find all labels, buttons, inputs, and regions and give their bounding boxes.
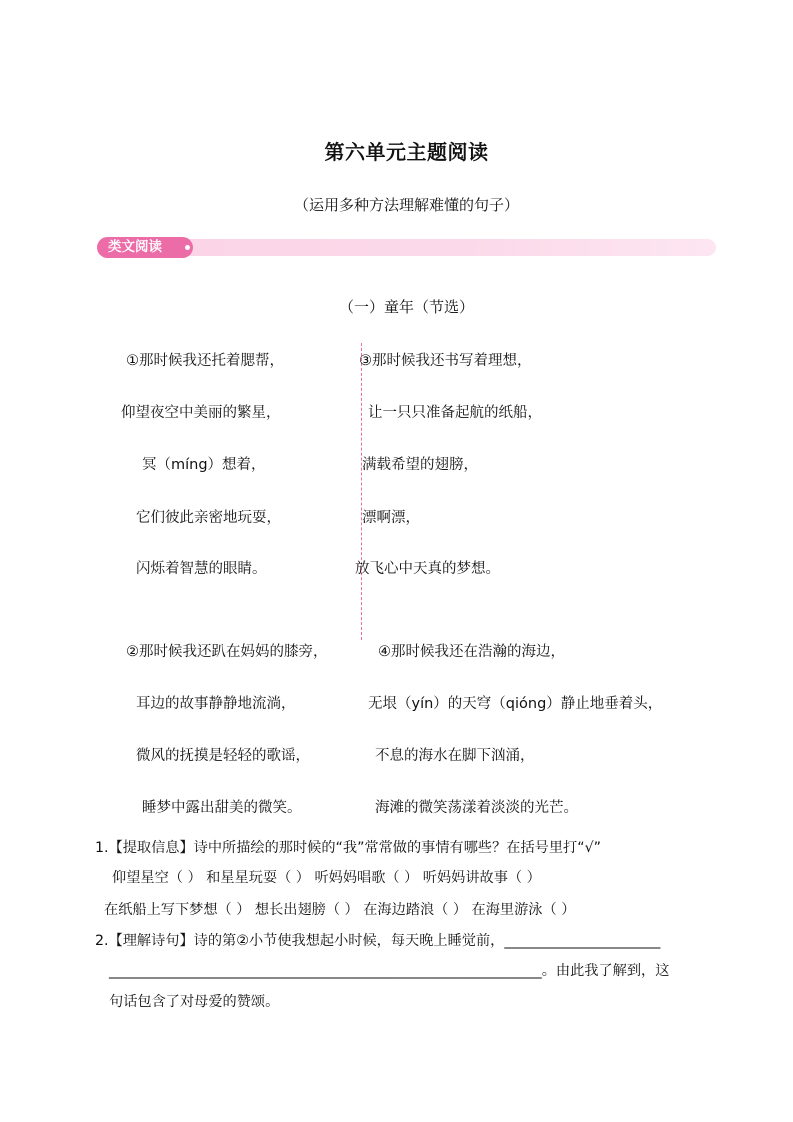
question-2-answer-line: _____________________________________________________________。由此我了解到，这: [109, 963, 670, 979]
stanza2-line: ②那时候我还趴在妈妈的膝旁，: [126, 644, 328, 660]
stanza3-line: 满载希望的翅膀，: [362, 457, 478, 473]
page-subtitle: （运用多种方法理解难懂的句子）: [293, 196, 519, 214]
stanza1-line: 仰望夜空中美丽的繁星，: [121, 405, 281, 421]
question-1-options-row: 在纸船上写下梦想（ ） 想长出翅膀（ ） 在海边踏浪（ ） 在海里游泳（ ）: [104, 902, 576, 918]
section-tag: 类文阅读: [97, 237, 193, 258]
stanza2-line: 微风的抚摸是轻轻的歌谣，: [136, 748, 310, 764]
question-2-line: 2.【理解诗句】诗的第②小节使我想起小时候，每天晚上睡觉前，______________________: [95, 933, 661, 949]
poem-title: （一）童年（节选）: [338, 298, 474, 316]
stanza4-line: 无垠（yín）的天穹（qióng）静止地垂着头，: [368, 696, 663, 712]
dot-icon: [185, 245, 190, 250]
stanza1-line: 冥（míng）想着，: [142, 457, 266, 473]
stanza4-line: 不息的海水在脚下汹涌，: [375, 748, 535, 764]
stanza1-line: 它们彼此亲密地玩耍，: [136, 510, 281, 526]
stanza2-line: 耳边的故事静静地流淌，: [136, 696, 296, 712]
stanza3-line: ③那时候我还书写着理想，: [359, 353, 532, 369]
stanza4-line: 海滩的微笑荡漾着淡淡的光芒。: [375, 800, 578, 816]
page-title: 第六单元主题阅读: [324, 140, 489, 164]
column-divider: [361, 343, 362, 640]
question-2-line: 句话包含了对母爱的赞颂。: [109, 994, 280, 1010]
question-1-stem: 1.【提取信息】诗中所描绘的那时候的“我”常常做的事情有哪些？在括号里打“√”: [95, 840, 601, 856]
question-1-options-row: 仰望星空（ ） 和星星玩耍（ ） 听妈妈唱歌（ ） 听妈妈讲故事（ ）: [112, 870, 541, 886]
stanza1-line: ①那时候我还托着腮帮，: [126, 353, 284, 369]
stanza3-line: 让一只只准备起航的纸船，: [368, 405, 542, 421]
stanza3-line: 放飞心中天真的梦想。: [355, 561, 500, 577]
stanza2-line: 睡梦中露出甜美的微笑。: [142, 800, 302, 816]
stanza1-line: 闪烁着智慧的眼睛。: [136, 561, 267, 577]
stanza4-line: ④那时候我还在浩瀚的海边，: [378, 644, 565, 660]
stanza3-line: 漂啊漂，: [362, 510, 420, 526]
